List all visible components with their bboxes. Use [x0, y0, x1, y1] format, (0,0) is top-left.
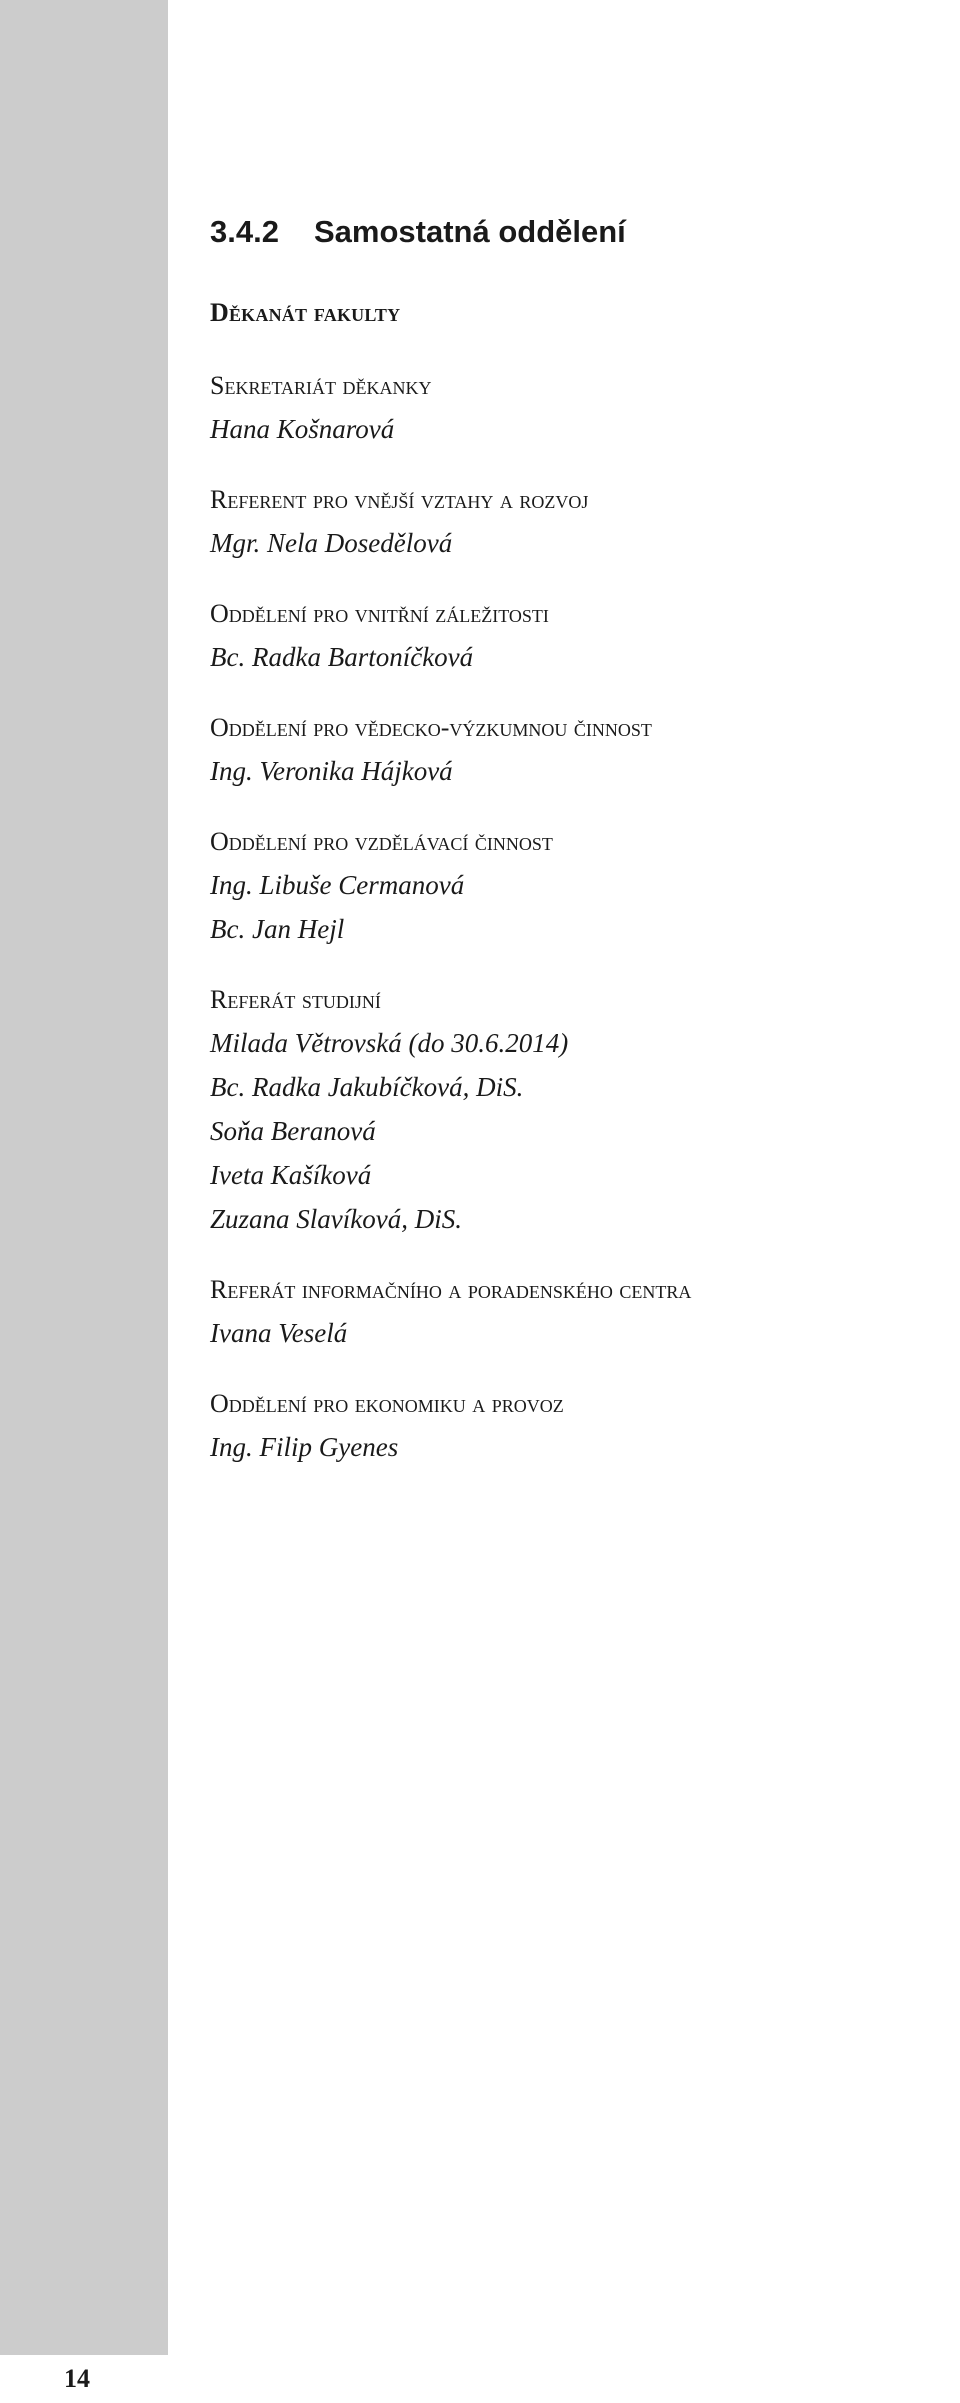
department-item: [210, 479, 691, 565]
department-item: [210, 1269, 691, 1355]
person-name: Bc. Radka Bartoníčková: [210, 642, 474, 672]
person-name: Ing. Libuše Cermanová: [210, 870, 465, 900]
person-name: Ing. Filip Gyenes: [210, 1432, 399, 1462]
person-name: Bc. Jan Hejl: [210, 914, 345, 944]
department-item: [210, 979, 691, 1241]
person-name: Hana Košnarová: [210, 414, 395, 444]
person-name: Ing. Veronika Hájková: [210, 756, 453, 786]
person-name: Milada Větrovská (do 30.6.2014): [210, 1028, 569, 1058]
person-name: Zuzana Slavíková, DiS.: [210, 1204, 462, 1234]
person-name: Soňa Beranová: [210, 1116, 376, 1146]
person-name: Mgr. Nela Dosedělová: [210, 528, 453, 558]
section-number: 3.4.2: [210, 214, 279, 249]
department-name: Referát studijní: [210, 985, 381, 1014]
side-bar: [0, 0, 168, 2355]
page-number: 14: [64, 2364, 90, 2393]
department-name: Referát informačního a poradenského centra: [210, 1275, 692, 1304]
section-title: Samostatná oddělení: [314, 214, 626, 249]
department-item: [210, 821, 691, 951]
department-name: Oddělení pro vzdělávací činnost: [210, 827, 553, 856]
person-name: Iveta Kašíková: [210, 1160, 372, 1190]
department-name: Oddělení pro ekonomiku a provoz: [210, 1389, 564, 1418]
department-list: [210, 365, 691, 1497]
person-name: Bc. Radka Jakubíčková, DiS.: [210, 1072, 524, 1102]
department-item: [210, 707, 691, 793]
faculty-heading: Děkanát fakulty: [210, 298, 401, 327]
person-name: Ivana Veselá: [210, 1318, 348, 1348]
section-heading: [210, 214, 626, 250]
department-name: Referent pro vnější vztahy a rozvoj: [210, 485, 589, 514]
department-item: [210, 1383, 691, 1469]
department-item: [210, 593, 691, 679]
department-name: Oddělení pro vnitřní záležitosti: [210, 599, 549, 628]
department-name: Sekretariát děkanky: [210, 371, 432, 400]
department-item: [210, 365, 691, 451]
department-name: Oddělení pro vědecko-výzkumnou činnost: [210, 713, 652, 742]
